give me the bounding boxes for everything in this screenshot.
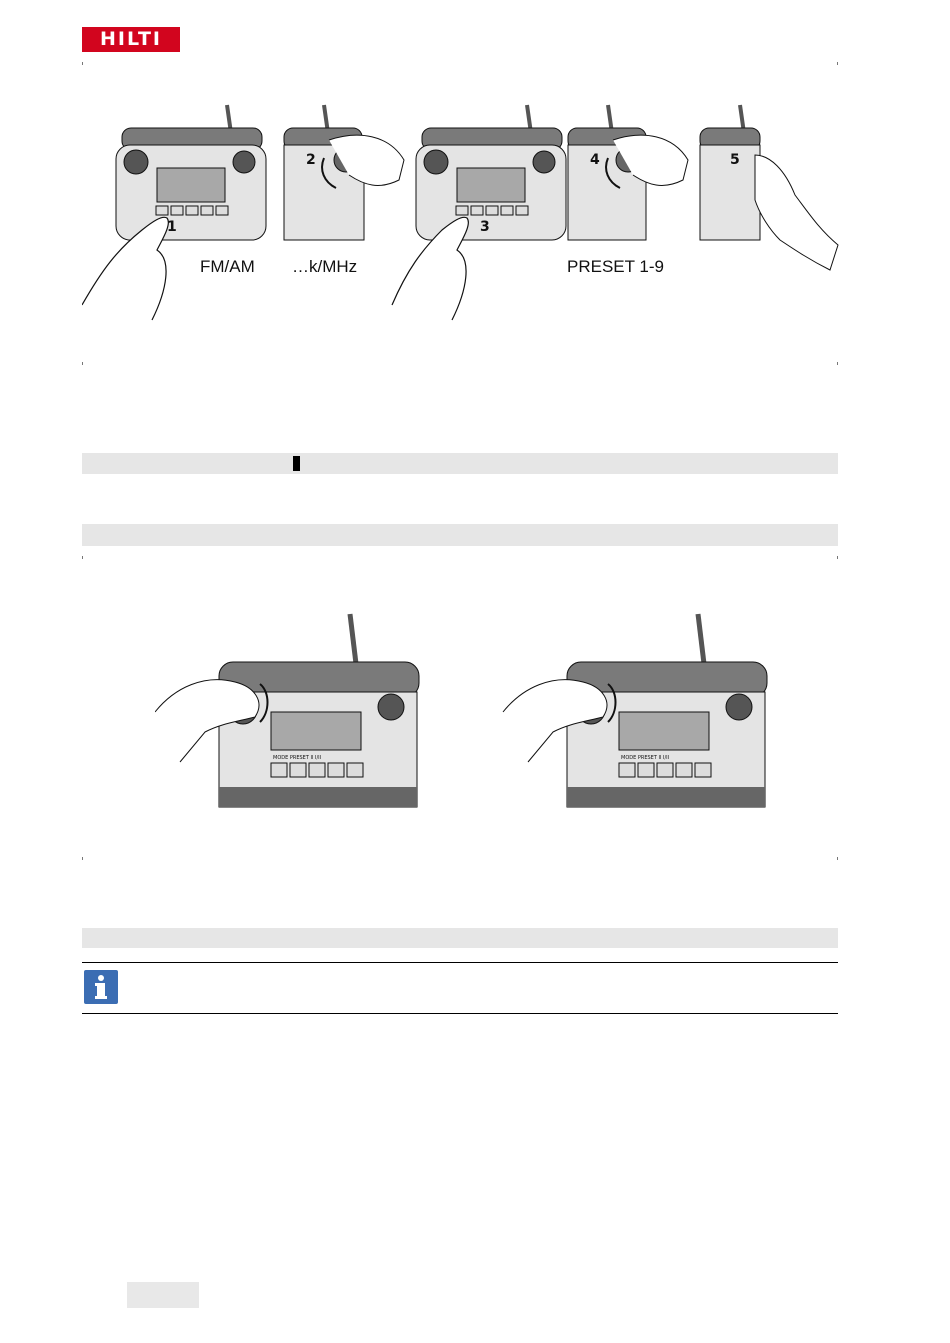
frame-tick — [837, 857, 838, 860]
step-3-number: 3 — [480, 219, 490, 235]
caption-frequency-unit: …k/MHz — [292, 257, 358, 276]
note-bottom-rule — [82, 1013, 838, 1014]
logo-text: HILTI — [100, 28, 162, 50]
hilti-logo — [82, 27, 180, 52]
step-4-number: 4 — [590, 152, 600, 168]
frame-tick — [837, 362, 838, 365]
frame-tick — [82, 362, 83, 365]
text-marker — [293, 456, 300, 471]
frame-tick — [837, 556, 838, 559]
note-top-rule — [82, 962, 838, 963]
section-heading-bar — [82, 453, 838, 474]
info-icon — [84, 970, 118, 1004]
frame-tick — [82, 556, 83, 559]
frame-tick — [82, 62, 83, 65]
section-heading-bar — [82, 928, 838, 948]
step-1-number: 1 — [167, 219, 177, 235]
figure-radio-tuning-steps — [82, 100, 842, 330]
figure-volume-knob — [155, 612, 775, 812]
frame-tick — [837, 62, 838, 65]
caption-preset: PRESET 1-9 — [567, 257, 665, 276]
section-heading-bar — [82, 524, 838, 546]
frame-tick — [82, 857, 83, 860]
step-5-number: 5 — [730, 152, 740, 168]
step-2-number: 2 — [306, 152, 316, 168]
page-number-box — [127, 1282, 199, 1308]
caption-fm-am: FM/AM — [200, 257, 255, 276]
